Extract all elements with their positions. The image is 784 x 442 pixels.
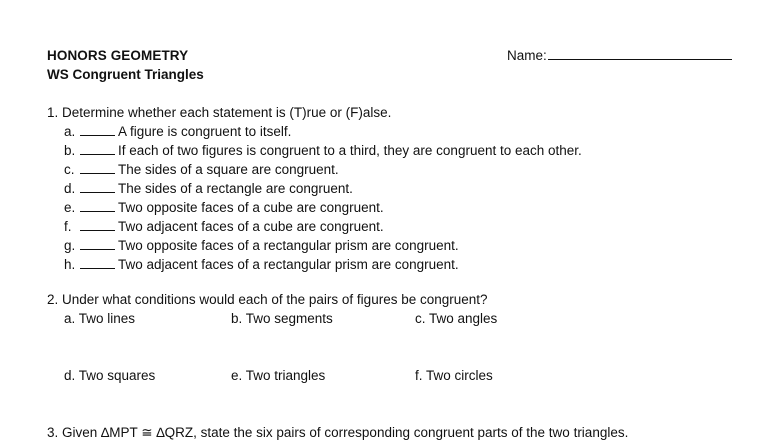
item-letter: a. bbox=[64, 124, 76, 139]
question-2-row-2 bbox=[47, 366, 493, 385]
item-letter: g. bbox=[64, 238, 76, 253]
list-item bbox=[64, 236, 582, 255]
pair-item: b. Two segments bbox=[231, 311, 333, 326]
item-text: The sides of a square are congruent. bbox=[118, 162, 339, 177]
answer-blank[interactable] bbox=[80, 180, 115, 193]
item-text: The sides of a rectangle are congruent. bbox=[118, 181, 353, 196]
list-item bbox=[64, 198, 582, 217]
question-2-prompt: 2. Under what conditions would each of the pairs of figures be congruent? bbox=[47, 292, 488, 307]
item-text: Two adjacent faces of a cube are congruent. bbox=[118, 219, 384, 234]
pair-item: d. Two squares bbox=[64, 368, 156, 383]
list-item bbox=[64, 179, 582, 198]
list-item bbox=[64, 160, 582, 179]
answer-blank[interactable] bbox=[80, 256, 115, 269]
pair-item: e. Two triangles bbox=[231, 368, 326, 383]
item-letter: c. bbox=[64, 162, 75, 177]
answer-blank[interactable] bbox=[80, 123, 115, 136]
answer-blank[interactable] bbox=[80, 237, 115, 250]
list-item bbox=[64, 255, 582, 274]
item-text: If each of two figures is congruent to a third, they are congruent to each other. bbox=[118, 143, 582, 158]
answer-blank[interactable] bbox=[80, 142, 115, 155]
answer-blank[interactable] bbox=[80, 199, 115, 212]
item-letter: e. bbox=[64, 200, 76, 215]
answer-blank[interactable] bbox=[80, 161, 115, 174]
question-1 bbox=[47, 103, 582, 274]
item-text: Two adjacent faces of a rectangular prism are congruent. bbox=[118, 257, 459, 272]
question-2 bbox=[47, 290, 498, 385]
item-text: Two opposite faces of a cube are congruent. bbox=[118, 200, 384, 215]
list-item bbox=[64, 217, 582, 236]
answer-space bbox=[47, 328, 488, 366]
list-item bbox=[64, 122, 582, 141]
pair-item: c. Two angles bbox=[415, 311, 498, 326]
item-text: A figure is congruent to itself. bbox=[118, 124, 292, 139]
question-2-row-1 bbox=[47, 309, 498, 328]
answer-blank[interactable] bbox=[80, 218, 115, 231]
item-letter: d. bbox=[64, 181, 76, 196]
header-left bbox=[47, 46, 204, 84]
item-letter: f. bbox=[64, 219, 72, 234]
question-3-prompt: 3. Given ∆MPT ≅ ∆QRZ, state the six pairs of corresponding congruent parts of the two triangles. bbox=[47, 425, 629, 440]
question-1-prompt: 1. Determine whether each statement is (T)rue or (F)alse. bbox=[47, 105, 392, 120]
name-label: Name: bbox=[507, 48, 547, 63]
item-text: Two opposite faces of a rectangular prism are congruent. bbox=[118, 238, 459, 253]
list-item bbox=[64, 141, 582, 160]
pair-item: a. Two lines bbox=[64, 311, 136, 326]
item-letter: h. bbox=[64, 257, 76, 272]
course-title: HONORS GEOMETRY bbox=[47, 48, 189, 63]
name-field[interactable] bbox=[507, 46, 732, 65]
pair-item: f. Two circles bbox=[415, 368, 493, 383]
worksheet-title: WS Congruent Triangles bbox=[47, 67, 204, 82]
question-1-items bbox=[64, 122, 582, 274]
item-letter: b. bbox=[64, 143, 76, 158]
name-blank-line[interactable] bbox=[548, 46, 732, 60]
